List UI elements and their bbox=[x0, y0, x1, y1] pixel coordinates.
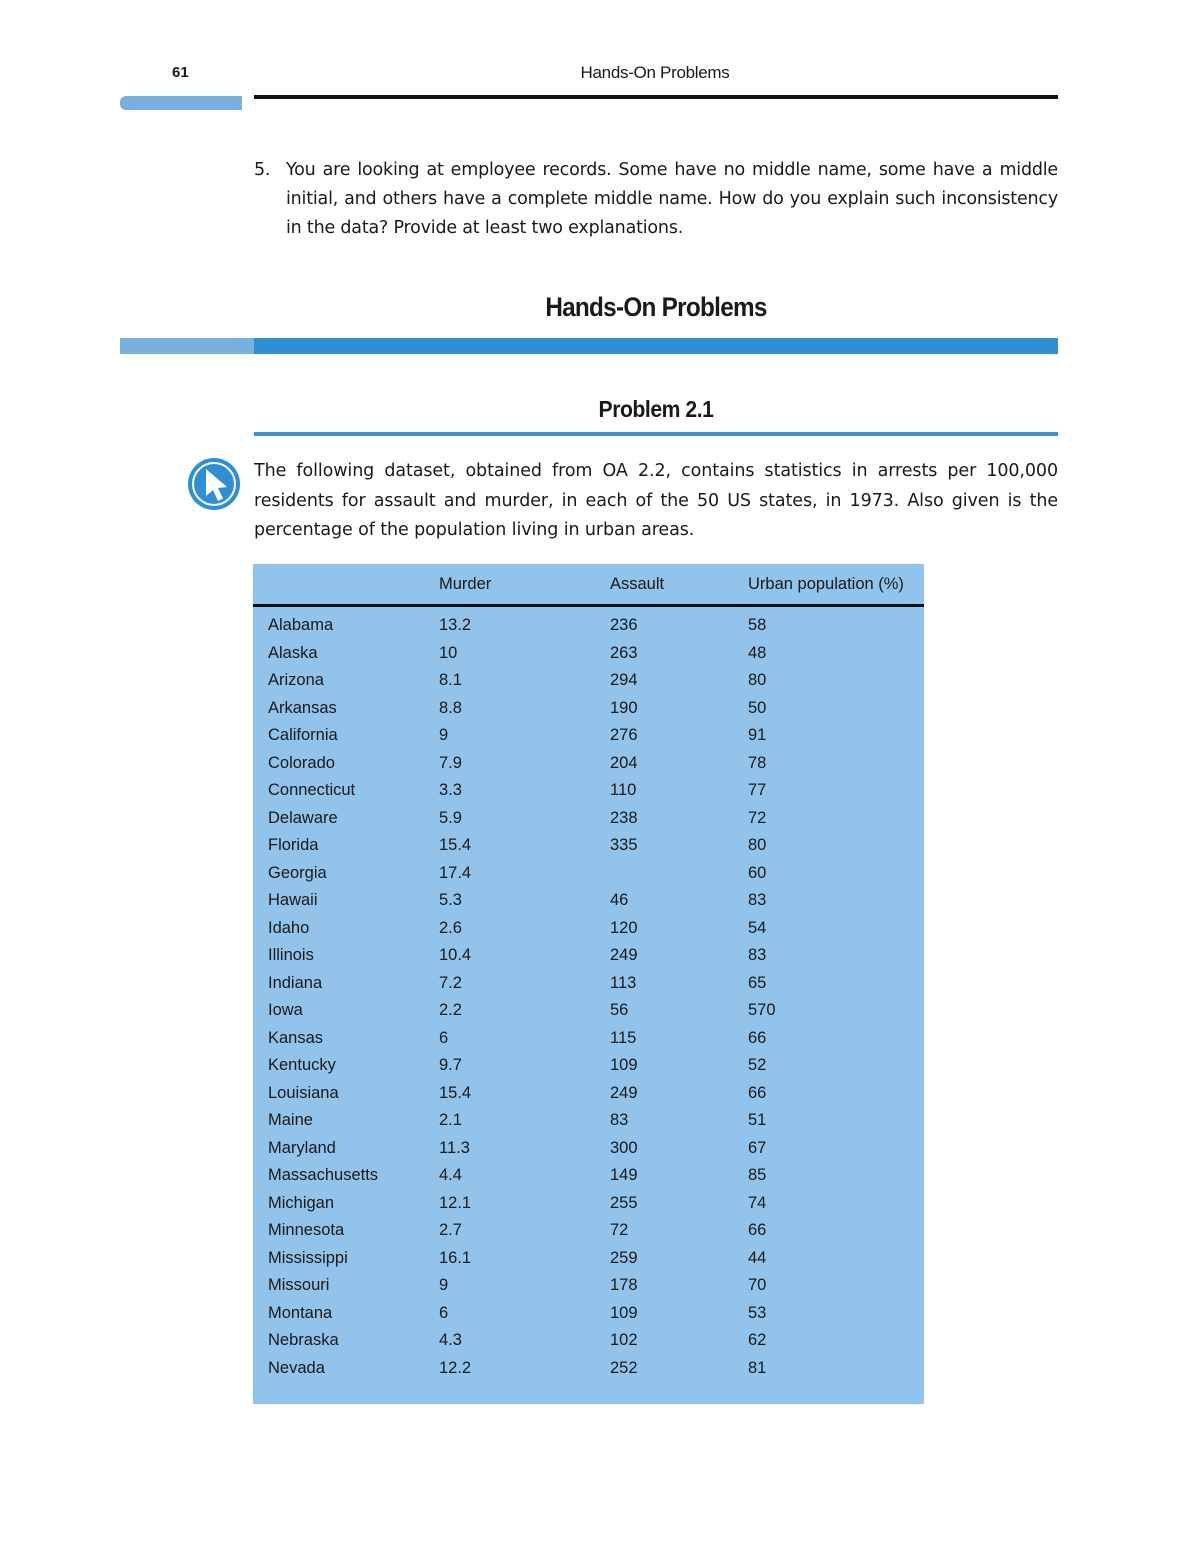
state-cell: Nevada bbox=[268, 1358, 325, 1377]
urban-cell: 78 bbox=[748, 753, 767, 772]
urban-cell: 570 bbox=[748, 1001, 776, 1019]
state-cell: Indiana bbox=[268, 973, 323, 992]
assault-cell: 252 bbox=[610, 1358, 638, 1377]
table-row bbox=[253, 1054, 924, 1082]
section-title: Hands-On Problems bbox=[545, 292, 767, 322]
table-row bbox=[253, 614, 924, 642]
assault-cell: 72 bbox=[610, 1221, 629, 1239]
table-row bbox=[253, 1302, 924, 1330]
murder-cell: 6 bbox=[439, 1028, 449, 1047]
section-tab-decoration bbox=[120, 338, 254, 354]
table-body bbox=[253, 614, 924, 1384]
urban-cell: 67 bbox=[748, 1138, 767, 1157]
murder-cell: 9 bbox=[439, 726, 449, 744]
assault-cell: 249 bbox=[610, 1083, 638, 1102]
table-row bbox=[253, 1357, 924, 1385]
urban-cell: 50 bbox=[748, 698, 767, 717]
web-resource-cursor-icon bbox=[186, 456, 242, 512]
murder-cell: 2.7 bbox=[439, 1221, 462, 1239]
assault-cell: 276 bbox=[610, 726, 638, 744]
assault-cell: 120 bbox=[610, 918, 638, 937]
urban-cell: 72 bbox=[748, 808, 767, 827]
state-cell: Kentucky bbox=[268, 1056, 336, 1074]
state-cell: Florida bbox=[268, 836, 319, 854]
state-cell: Mississippi bbox=[268, 1248, 348, 1267]
murder-cell: 8.8 bbox=[439, 698, 462, 717]
table-header bbox=[253, 564, 924, 607]
murder-cell: 4.3 bbox=[439, 1331, 462, 1349]
state-cell: Delaware bbox=[268, 808, 338, 827]
assault-cell: 255 bbox=[610, 1193, 638, 1212]
assault-cell: 109 bbox=[610, 1303, 638, 1322]
murder-cell: 2.1 bbox=[439, 1111, 462, 1129]
problem-title: Problem 2.1 bbox=[598, 396, 714, 422]
table-row bbox=[253, 972, 924, 1000]
table-row bbox=[253, 917, 924, 945]
state-cell: Kansas bbox=[268, 1028, 324, 1047]
murder-cell: 12.2 bbox=[439, 1358, 472, 1377]
murder-cell: 13.2 bbox=[439, 616, 472, 634]
table-row bbox=[253, 779, 924, 807]
urban-cell: 51 bbox=[748, 1111, 767, 1129]
urban-cell: 60 bbox=[748, 863, 767, 882]
urban-cell: 80 bbox=[748, 836, 767, 854]
assault-cell: 190 bbox=[610, 698, 638, 717]
table-row bbox=[253, 724, 924, 752]
state-cell: Arizona bbox=[268, 671, 324, 689]
assault-cell: 46 bbox=[610, 891, 629, 909]
column-header-murder: Murder bbox=[439, 575, 492, 593]
murder-cell: 12.1 bbox=[439, 1193, 472, 1212]
table-row bbox=[253, 1109, 924, 1137]
problem-rule bbox=[254, 432, 1058, 436]
assault-cell: 263 bbox=[610, 643, 638, 662]
urban-cell: 53 bbox=[748, 1303, 767, 1322]
table-row bbox=[253, 697, 924, 725]
table-row bbox=[253, 1137, 924, 1165]
urban-cell: 48 bbox=[748, 643, 767, 662]
table-row bbox=[253, 944, 924, 972]
murder-cell: 16.1 bbox=[439, 1248, 472, 1267]
urban-cell: 91 bbox=[748, 726, 767, 744]
state-cell: Hawaii bbox=[268, 891, 318, 909]
table-row bbox=[253, 834, 924, 862]
state-cell: Iowa bbox=[268, 1001, 303, 1019]
table-row bbox=[253, 807, 924, 835]
header-rule bbox=[254, 95, 1058, 99]
section-bar bbox=[254, 338, 1058, 354]
table-row bbox=[253, 1274, 924, 1302]
assault-cell: 204 bbox=[610, 753, 638, 772]
question-5 bbox=[254, 156, 1058, 243]
murder-cell: 7.2 bbox=[439, 973, 462, 992]
table-row bbox=[253, 1192, 924, 1220]
question-number: 5. bbox=[254, 160, 271, 180]
state-cell: Georgia bbox=[268, 863, 327, 882]
assault-cell: 294 bbox=[610, 671, 638, 689]
state-cell: Connecticut bbox=[268, 781, 356, 799]
murder-cell: 5.3 bbox=[439, 891, 462, 909]
murder-cell: 10.4 bbox=[439, 946, 472, 964]
state-cell: California bbox=[268, 726, 338, 744]
murder-cell: 9.7 bbox=[439, 1056, 462, 1074]
murder-cell: 2.6 bbox=[439, 918, 462, 937]
page-number: 61 bbox=[172, 64, 189, 81]
table-row bbox=[253, 999, 924, 1027]
assault-cell: 178 bbox=[610, 1276, 638, 1294]
state-cell: Colorado bbox=[268, 753, 335, 772]
murder-cell: 15.4 bbox=[439, 1083, 472, 1102]
state-cell: Louisiana bbox=[268, 1083, 339, 1102]
state-cell: Idaho bbox=[268, 918, 310, 937]
running-head: Hands-On Problems bbox=[580, 63, 730, 82]
murder-cell: 5.9 bbox=[439, 808, 462, 827]
state-cell: Montana bbox=[268, 1303, 333, 1322]
assault-cell: 83 bbox=[610, 1111, 629, 1129]
assault-cell: 115 bbox=[610, 1028, 637, 1047]
state-cell: Alaska bbox=[268, 643, 318, 662]
table-row bbox=[253, 642, 924, 670]
murder-cell: 17.4 bbox=[439, 863, 472, 882]
assault-cell: 102 bbox=[610, 1331, 638, 1349]
table-row bbox=[253, 752, 924, 780]
urban-cell: 44 bbox=[748, 1248, 767, 1267]
urban-cell: 70 bbox=[748, 1276, 767, 1294]
assault-cell: 335 bbox=[610, 836, 638, 854]
urban-cell: 65 bbox=[748, 973, 767, 992]
table-row bbox=[253, 1164, 924, 1192]
urban-cell: 85 bbox=[748, 1166, 767, 1184]
header-tab-decoration bbox=[120, 96, 242, 110]
assault-cell: 149 bbox=[610, 1166, 638, 1184]
murder-cell: 7.9 bbox=[439, 753, 462, 772]
table-row bbox=[253, 669, 924, 697]
column-header-urban-population: Urban population (%) bbox=[748, 575, 904, 593]
murder-cell: 10 bbox=[439, 643, 458, 662]
table-row bbox=[253, 1082, 924, 1110]
murder-cell: 2.2 bbox=[439, 1001, 462, 1019]
urban-cell: 83 bbox=[748, 891, 767, 909]
assault-cell: 236 bbox=[610, 616, 638, 634]
assault-cell: 300 bbox=[610, 1138, 638, 1157]
murder-cell: 11.3 bbox=[439, 1138, 470, 1157]
urban-cell: 66 bbox=[748, 1083, 767, 1102]
question-text: You are looking at employee records. Some have no middle name, some have a middle initial, and others have a complete middle name. How do you explain such inconsistency in the data? Provide at least two explanations. bbox=[286, 160, 1058, 238]
assault-cell: 109 bbox=[610, 1056, 638, 1074]
table-row bbox=[253, 1329, 924, 1357]
murder-cell: 4.4 bbox=[439, 1166, 462, 1184]
state-cell: Maryland bbox=[268, 1138, 336, 1157]
assault-cell: 56 bbox=[610, 1001, 629, 1019]
murder-cell: 3.3 bbox=[439, 781, 462, 799]
urban-cell: 62 bbox=[748, 1331, 767, 1349]
urban-cell: 58 bbox=[748, 616, 767, 634]
state-cell: Minnesota bbox=[268, 1221, 345, 1239]
murder-cell: 15.4 bbox=[439, 836, 472, 854]
state-cell: Arkansas bbox=[268, 698, 337, 717]
table-row bbox=[253, 862, 924, 890]
urban-cell: 81 bbox=[748, 1358, 767, 1377]
state-cell: Missouri bbox=[268, 1276, 330, 1294]
urban-cell: 52 bbox=[748, 1056, 767, 1074]
assault-cell: 113 bbox=[610, 973, 637, 992]
urban-cell: 66 bbox=[748, 1028, 767, 1047]
column-header-assault: Assault bbox=[610, 575, 665, 593]
assault-cell: 259 bbox=[610, 1248, 638, 1267]
urban-cell: 80 bbox=[748, 671, 767, 689]
urban-cell: 74 bbox=[748, 1193, 767, 1212]
table-row bbox=[253, 1027, 924, 1055]
state-cell: Illinois bbox=[268, 946, 314, 964]
assault-cell: 238 bbox=[610, 808, 638, 827]
urban-cell: 54 bbox=[748, 918, 767, 937]
urban-cell: 77 bbox=[748, 781, 767, 799]
arrests-data-table bbox=[253, 564, 924, 1404]
state-cell: Massachusetts bbox=[268, 1166, 379, 1184]
murder-cell: 8.1 bbox=[439, 671, 462, 689]
murder-cell: 6 bbox=[439, 1303, 449, 1322]
state-cell: Michigan bbox=[268, 1193, 335, 1212]
assault-cell: 110 bbox=[610, 781, 637, 799]
state-cell: Alabama bbox=[268, 616, 334, 634]
table-row bbox=[253, 1219, 924, 1247]
state-cell: Nebraska bbox=[268, 1331, 339, 1349]
urban-cell: 83 bbox=[748, 946, 767, 964]
murder-cell: 9 bbox=[439, 1276, 449, 1294]
state-cell: Maine bbox=[268, 1111, 313, 1129]
urban-cell: 66 bbox=[748, 1221, 767, 1239]
table-row bbox=[253, 1247, 924, 1275]
table-row bbox=[253, 889, 924, 917]
problem-intro: The following dataset, obtained from OA 2.2, contains statistics in arrests per 100,000 residents for assault and murder, in each of the 50 US states, in 1973. Also given is the percentage of the population living in urban areas. bbox=[254, 461, 1058, 540]
assault-cell: 249 bbox=[610, 946, 638, 964]
